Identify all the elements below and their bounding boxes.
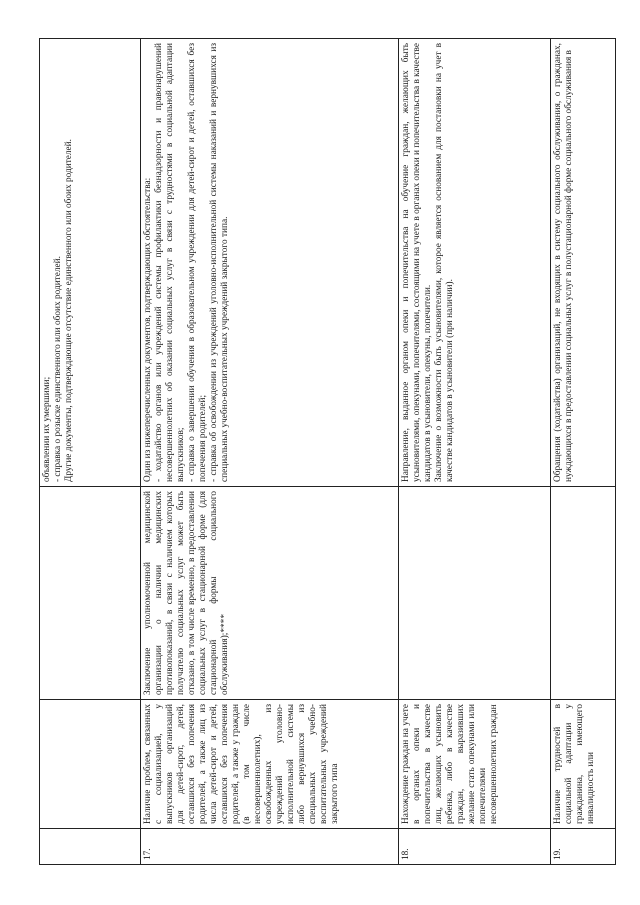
row-number-cell	[40, 829, 141, 865]
row-number-cell: 18.	[399, 829, 551, 865]
need-cell	[40, 700, 141, 829]
need-cell: Наличие трудностей в социальной адаптации у гражданина, имеющего инвалидность или	[551, 700, 616, 829]
grounds-cell: Заключение уполномоченной медицинской организации о наличии медицинских противопоказаний, в связи с наличием которых получателю социальных услуг может быть отказано, в том числе временно, в предоставлении социальных услуг в стационарной форме (для стационарной формы социального обслуживания);****	[141, 487, 399, 700]
document-line: Направление, выданное органом опеки и попечительства на обучение граждан, желающих быть усыновителями, опекунами, попечителями, состоящими на учете в органах опеки и попечительства в качестве кандидатов в усыновители, опекуны, попечители.	[401, 43, 433, 482]
document-line: Один из нижеперечисленных документов, подтверждающих обстоятельства:	[143, 177, 153, 482]
documents-cell	[141, 39, 399, 487]
documents-cell	[399, 39, 551, 487]
document-line: Обращения (ходатайства) организаций, не входящих в систему социального обслуживания, о гражданах, нуждающихся в предоставлении социальных услуг в полустационарной форме социального обслуживания в	[553, 43, 574, 482]
grounds-cell	[399, 487, 551, 700]
row-number-cell: 17.	[141, 829, 399, 865]
table-row-17	[141, 39, 399, 865]
document-line: - справка о завершении обучения в образовательном учреждении для детей-сирот и детей, оставшихся без попечения родителей;	[187, 43, 208, 482]
documents-cell	[551, 39, 616, 487]
document-line: объявлении их умершими;	[42, 376, 52, 482]
document-line: - справка о розыске единственного или обоих родителей.	[53, 256, 63, 482]
need-cell: Нахождение граждан на учете в органах опеки и попечительства в качестве лиц, желающих усыновить ребенка, либо в качестве граждан, выразивших желание стать опекунами или попечителями несовершеннолетних граждан	[399, 700, 551, 829]
table-row-19	[551, 39, 616, 865]
row-number-cell: 19.	[551, 829, 616, 865]
document-line: Заключение о возможности быть усыновителями, которое является основанием для постановки на учет в качестве кандидатов в усыновители (при наличии).	[434, 43, 455, 482]
table-row-continued	[40, 39, 141, 865]
need-cell: Наличие проблем, связанных с социализацией, у выпускников организаций для детей-сирот, детей, оставшихся без попечения родителей, а также лиц из числа детей-сирот и детей, оставшихся без попечения родителей, а также у граждан (в том числе несовершеннолетних), освобожденных из учреждений уголовно-исполнительной системы либо вернувшихся из специальных учебно-воспитательных учреждений закрытого типа	[141, 700, 399, 829]
grounds-cell	[40, 487, 141, 700]
grounds-cell	[551, 487, 616, 700]
document-line: - справка об освобождении из учреждений уголовно-исполнительной системы наказаний и вернувшихся из специальных учебно-воспитательных учреждений закрытого типа.	[209, 43, 230, 482]
document-line: Другие документы, подтверждающие отсутствие единственного или обоих родителей.	[64, 139, 74, 482]
documents-cell	[40, 39, 141, 487]
social-services-table	[39, 38, 616, 865]
table-row-18	[399, 39, 551, 865]
document-line: - ходатайство органов или учреждений системы профилактики безнадзорности и правонарушений несовершеннолетних об оказании социальных услуг в связи с трудностями в социальной адаптации выпускников;	[154, 43, 186, 482]
